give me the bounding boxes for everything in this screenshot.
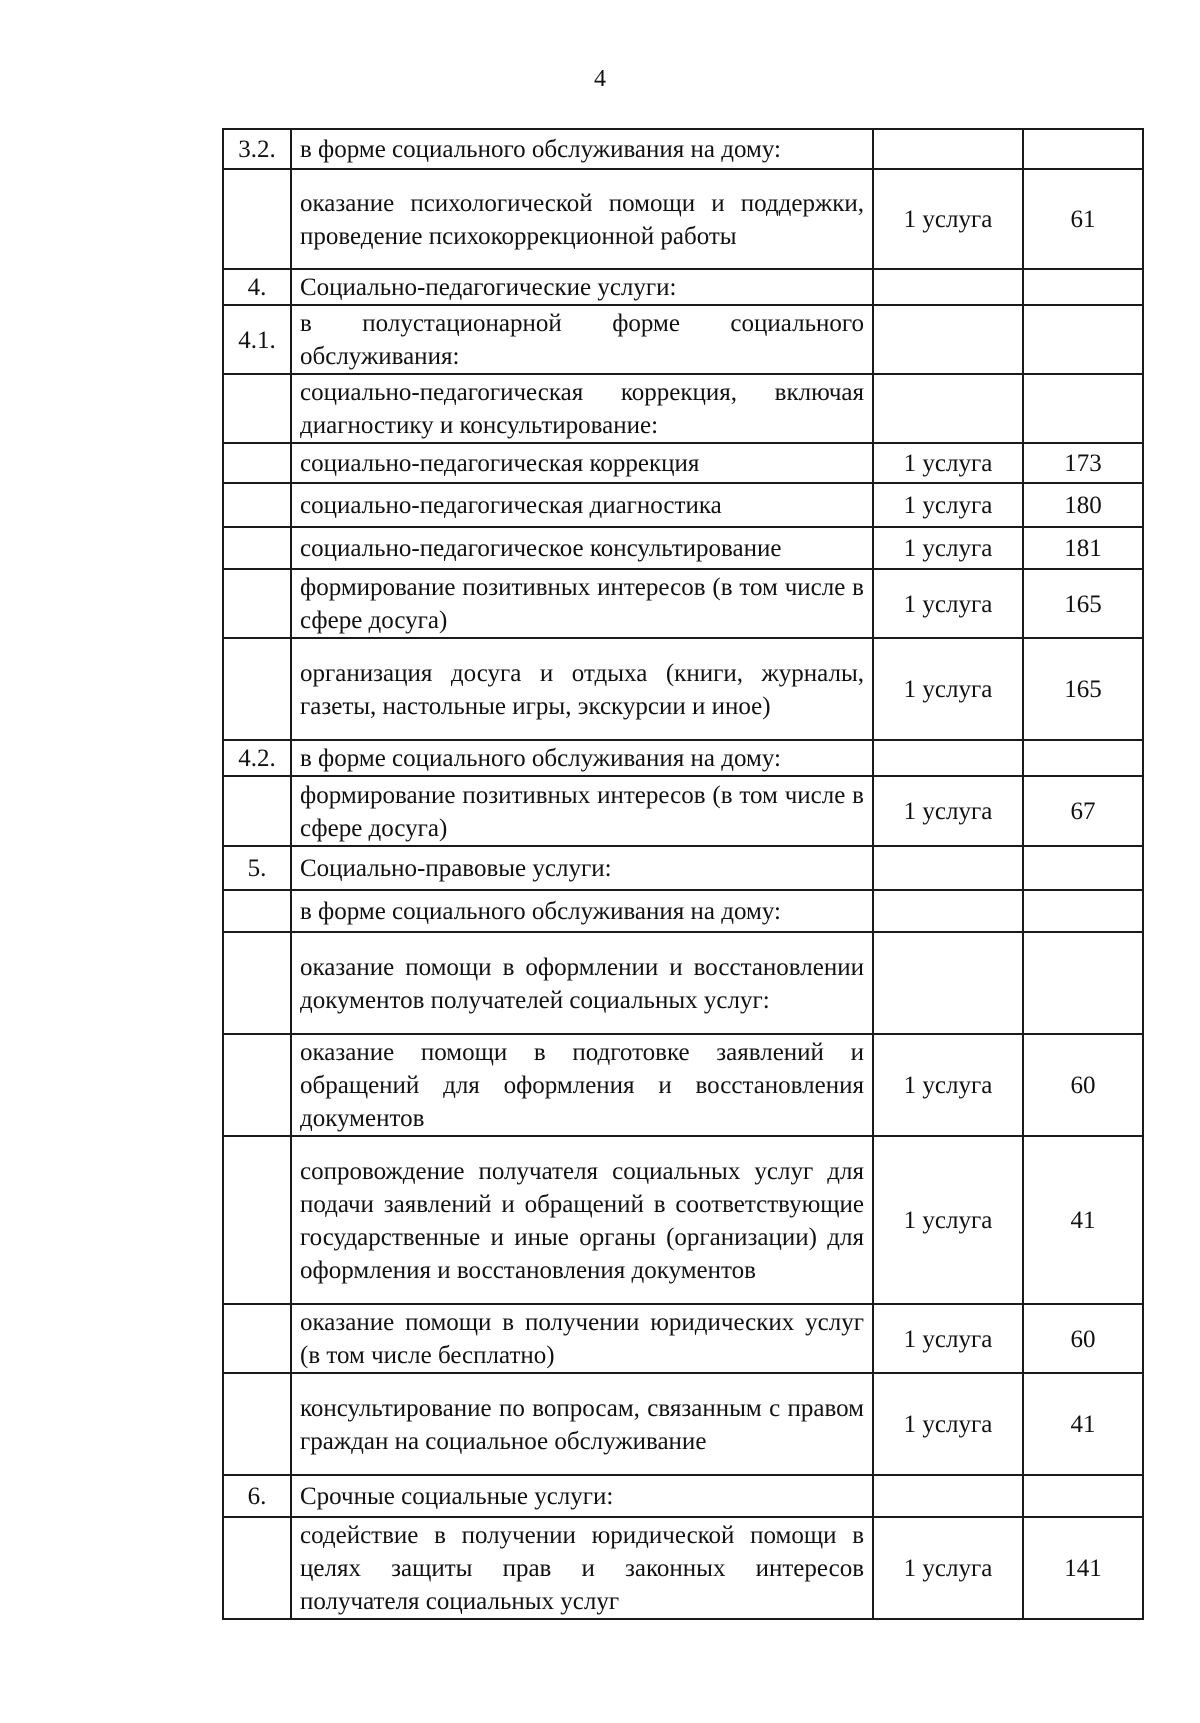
service-value: 60: [1023, 1304, 1143, 1373]
row-number: [223, 1304, 291, 1373]
row-number: 4.: [223, 269, 291, 305]
row-number: [223, 443, 291, 483]
row-number: [223, 374, 291, 443]
service-unit: 1 услуга: [873, 483, 1023, 527]
service-description: Срочные социальные услуги:: [291, 1475, 873, 1517]
service-description: оказание помощи в подготовке заявлений и обращений для оформления и восстановления документов: [291, 1034, 873, 1136]
table-row: [223, 569, 1143, 638]
service-value: [1023, 1475, 1143, 1517]
row-number: [223, 527, 291, 569]
service-unit: [873, 269, 1023, 305]
service-description: в форме социального обслуживания на дому:: [291, 740, 873, 776]
service-description: содействие в получении юридической помощи в целях защиты прав и законных интересов получателя социальных услуг: [291, 1517, 873, 1619]
row-number: [223, 638, 291, 740]
row-number: [223, 483, 291, 527]
service-value: [1023, 374, 1143, 443]
row-number: [223, 776, 291, 846]
row-number: 4.1.: [223, 305, 291, 374]
row-number: 6.: [223, 1475, 291, 1517]
service-unit: [873, 890, 1023, 932]
services-table: [222, 128, 1144, 1620]
service-description: оказание психологической помощи и поддержки, проведение психокоррекционной работы: [291, 169, 873, 269]
service-unit: 1 услуга: [873, 569, 1023, 638]
service-value: 60: [1023, 1034, 1143, 1136]
table-row: [223, 1304, 1143, 1373]
table-row: [223, 1034, 1143, 1136]
service-description: социально-педагогическая коррекция: [291, 443, 873, 483]
row-number: [223, 1373, 291, 1475]
service-unit: 1 услуга: [873, 1136, 1023, 1304]
row-number: [223, 169, 291, 269]
service-value: [1023, 846, 1143, 890]
table-row: [223, 1136, 1143, 1304]
page-number: 4: [594, 66, 606, 92]
service-value: [1023, 305, 1143, 374]
row-number: [223, 1136, 291, 1304]
service-value: [1023, 890, 1143, 932]
table-row: [223, 740, 1143, 776]
service-value: 181: [1023, 527, 1143, 569]
service-description: социально-педагогическое консультирование: [291, 527, 873, 569]
table-row: [223, 1475, 1143, 1517]
service-description: формирование позитивных интересов (в том числе в сфере досуга): [291, 569, 873, 638]
service-description: Социально-педагогические услуги:: [291, 269, 873, 305]
service-value: 173: [1023, 443, 1143, 483]
row-number: 3.2.: [223, 129, 291, 169]
service-description: оказание помощи в получении юридических услуг (в том числе бесплатно): [291, 1304, 873, 1373]
table-row: [223, 1373, 1143, 1475]
service-description: сопровождение получателя социальных услуг для подачи заявлений и обращений в соответствующие государственные и иные органы (организации) для оформления и восстановления документов: [291, 1136, 873, 1304]
row-number: [223, 932, 291, 1034]
service-unit: 1 услуга: [873, 1034, 1023, 1136]
row-number: [223, 1034, 291, 1136]
table-row: [223, 169, 1143, 269]
table-row: [223, 1517, 1143, 1619]
service-unit: [873, 1475, 1023, 1517]
service-unit: [873, 305, 1023, 374]
service-value: [1023, 740, 1143, 776]
table-row: [223, 269, 1143, 305]
service-unit: [873, 932, 1023, 1034]
service-value: [1023, 129, 1143, 169]
service-description: организация досуга и отдыха (книги, журналы, газеты, настольные игры, экскурсии и иное): [291, 638, 873, 740]
table-row: [223, 932, 1143, 1034]
service-value: 165: [1023, 638, 1143, 740]
table-row: [223, 638, 1143, 740]
row-number: [223, 1517, 291, 1619]
table-row: [223, 527, 1143, 569]
service-value: 41: [1023, 1373, 1143, 1475]
table-row: [223, 443, 1143, 483]
service-unit: 1 услуга: [873, 1304, 1023, 1373]
service-unit: [873, 846, 1023, 890]
table-row: [223, 305, 1143, 374]
table-row: [223, 483, 1143, 527]
row-number: [223, 569, 291, 638]
service-unit: 1 услуга: [873, 638, 1023, 740]
service-description: формирование позитивных интересов (в том числе в сфере досуга): [291, 776, 873, 846]
service-value: 67: [1023, 776, 1143, 846]
service-value: [1023, 269, 1143, 305]
table-row: [223, 846, 1143, 890]
service-unit: [873, 740, 1023, 776]
row-number: 5.: [223, 846, 291, 890]
service-unit: 1 услуга: [873, 1373, 1023, 1475]
row-number: [223, 890, 291, 932]
row-number: 4.2.: [223, 740, 291, 776]
service-unit: 1 услуга: [873, 169, 1023, 269]
service-value: 141: [1023, 1517, 1143, 1619]
service-description: социально-педагогическая диагностика: [291, 483, 873, 527]
service-value: 61: [1023, 169, 1143, 269]
service-value: [1023, 932, 1143, 1034]
service-description: в форме социального обслуживания на дому:: [291, 129, 873, 169]
service-unit: 1 услуга: [873, 1517, 1023, 1619]
service-description: социально-педагогическая коррекция, включая диагностику и консультирование:: [291, 374, 873, 443]
service-unit: [873, 129, 1023, 169]
service-description: консультирование по вопросам, связанным с правом граждан на социальное обслуживание: [291, 1373, 873, 1475]
service-unit: 1 услуга: [873, 527, 1023, 569]
service-value: 41: [1023, 1136, 1143, 1304]
service-unit: 1 услуга: [873, 443, 1023, 483]
table-row: [223, 890, 1143, 932]
service-description: в полустационарной форме социального обслуживания:: [291, 305, 873, 374]
table-row: [223, 776, 1143, 846]
table-row: [223, 374, 1143, 443]
service-description: оказание помощи в оформлении и восстановлении документов получателей социальных услуг:: [291, 932, 873, 1034]
service-value: 165: [1023, 569, 1143, 638]
table-row: [223, 129, 1143, 169]
service-value: 180: [1023, 483, 1143, 527]
service-description: Социально-правовые услуги:: [291, 846, 873, 890]
service-description: в форме социального обслуживания на дому:: [291, 890, 873, 932]
service-unit: [873, 374, 1023, 443]
services-table-body: [223, 129, 1143, 1619]
service-unit: 1 услуга: [873, 776, 1023, 846]
